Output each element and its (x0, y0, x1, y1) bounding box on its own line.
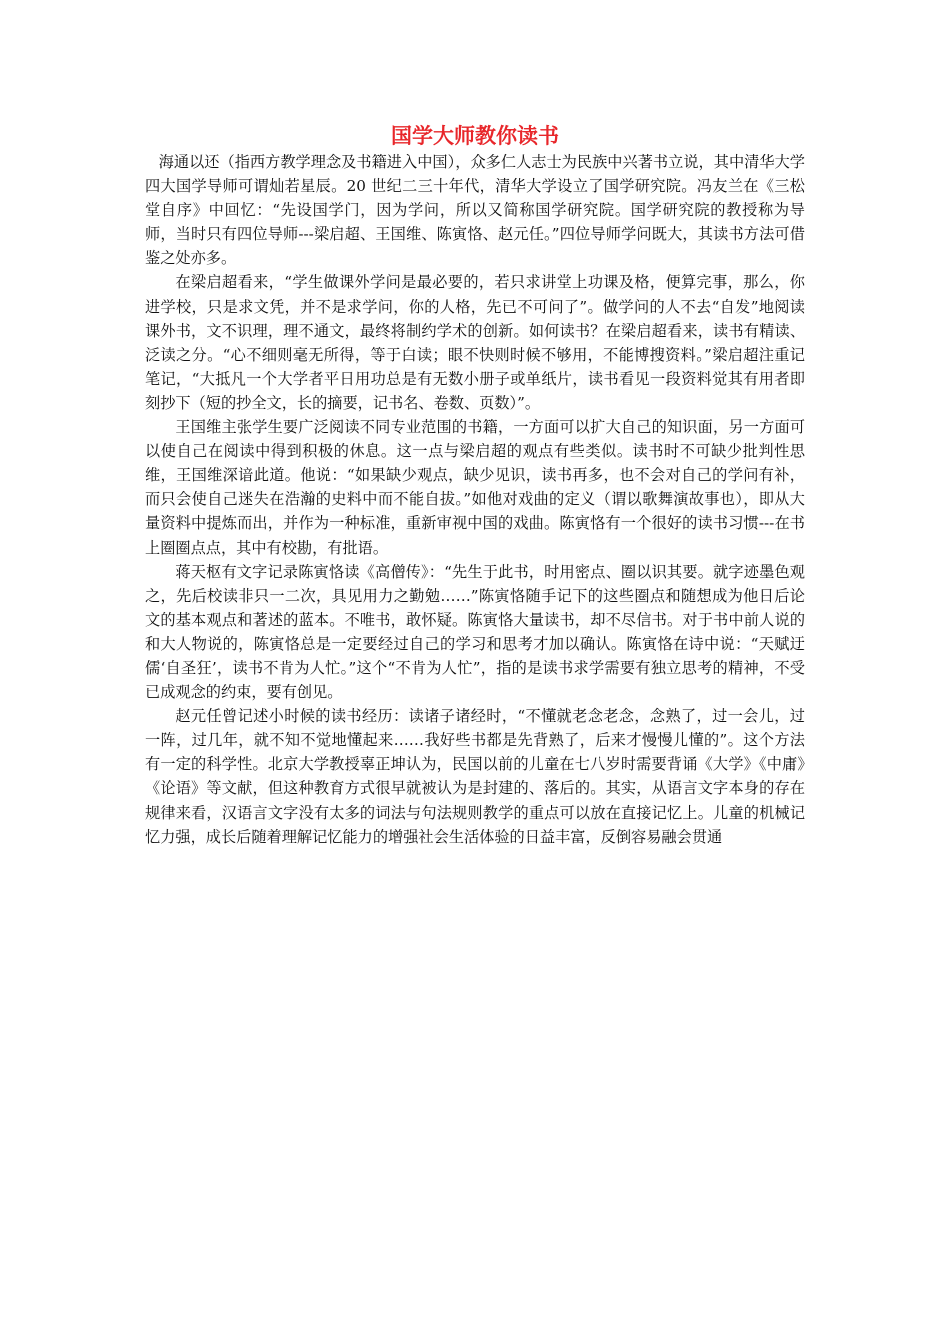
paragraph-zhao-yuanren: 赵元任曾记述小时候的读书经历：读诸子诸经时，“不懂就老念老念，念熟了，过一会儿，过一阵，过几年，就不知不觉地懂起来……我好些书都是先背熟了，后来才慢慢儿懂的”。这个方法有一定的科学性。北京大学教授辜正坤认为，民国以前的儿童在七八岁时需要背诵《大学》《中庸》《论语》等文献，但这种教育方式很早就被认为是封建的、落后的。其实，从语言文字本身的存在规律来看，汉语言文字没有太多的词法与句法规则教学的重点可以放在直接记忆上。儿童的机械记忆力强，成长后随着理解记忆能力的增强社会生活体验的日益丰富，反倒容易融会贯通 (145, 707, 805, 846)
paragraph-wang-guowei: 王国维主张学生要广泛阅读不同专业范围的书籍，一方面可以扩大自己的知识面，另一方面可以使自己在阅读中得到积极的休息。这一点与梁启超的观点有些类似。读书时不可缺少批判性思维，王国维深谙此道。他说：“如果缺少观点，缺少见识，读书再多，也不会对自己的学问有补，而只会使自己迷失在浩瀚的史料中而不能自拔。”如他对戏曲的定义（谓以歌舞演故事也），即从大量资料中提炼而出，并作为一种标准，重新审视中国的戏曲。陈寅恪有一个很好的读书习惯---在书上圈圈点点，其中有校勘，有批语。 (145, 418, 805, 557)
paragraph-chen-yinke: 蒋天枢有文字记录陈寅恪读《高僧传》：“先生于此书，时用密点、圈以识其要。就字迹墨色观之，先后校读非只一二次，具见用力之勤勉……”陈寅恪随手记下的这些圈点和随想成为他日后论文的基本观点和著述的蓝本。不唯书，敢怀疑。陈寅恪大量读书，却不尽信书。对于书中前人说的和大人物说的，陈寅恪总是一定要经过自己的学习和思考才加以确认。陈寅恪在诗中说：“天赋迂儒‘自圣狂’，读书不肯为人忙。”这个“不肯为人忙”，指的是读书求学需要有独立思考的精神，不受已成观念的约束，要有创见。 (145, 562, 805, 702)
document-title: 国学大师教你读书 (391, 123, 559, 148)
article-body (145, 150, 805, 849)
paragraph-liang-qichao: 在梁启超看来，“学生做课外学问是最必要的，若只求讲堂上功课及格，便算完事，那么，你进学校，只是求文凭，并不是求学问，你的人格，先已不可问了”。做学问的人不去“自发”地阅读课外书，文不识理，理不通文，最终将制约学术的创新。如何读书？在梁启超看来，读书有精读、泛读之分。“心不细则毫无所得，等于白读；眼不快则时候不够用，不能博搜资料。”梁启超注重记笔记，“大抵凡一个大学者平日用功总是有无数小册子或单纸片，读书看见一段资料觉其有用者即刻抄下（短的抄全文，长的摘要，记书名、卷数、页数）”。 (145, 273, 805, 412)
paragraph-intro: 海通以还（指西方教学理念及书籍进入中国），众多仁人志士为民族中兴著书立说，其中清华大学四大国学导师可谓灿若星辰。20 世纪二三十年代，清华大学设立了国学研究院。冯友兰在《三松堂自序》中回忆：“先设国学门，因为学问，所以又简称国学研究院。国学研究院的教授称为导师，当时只有四位导师---梁启超、王国维、陈寅恪、赵元任。”四位导师学问既大，其读书方法可借鉴之处亦多。 (145, 153, 805, 268)
